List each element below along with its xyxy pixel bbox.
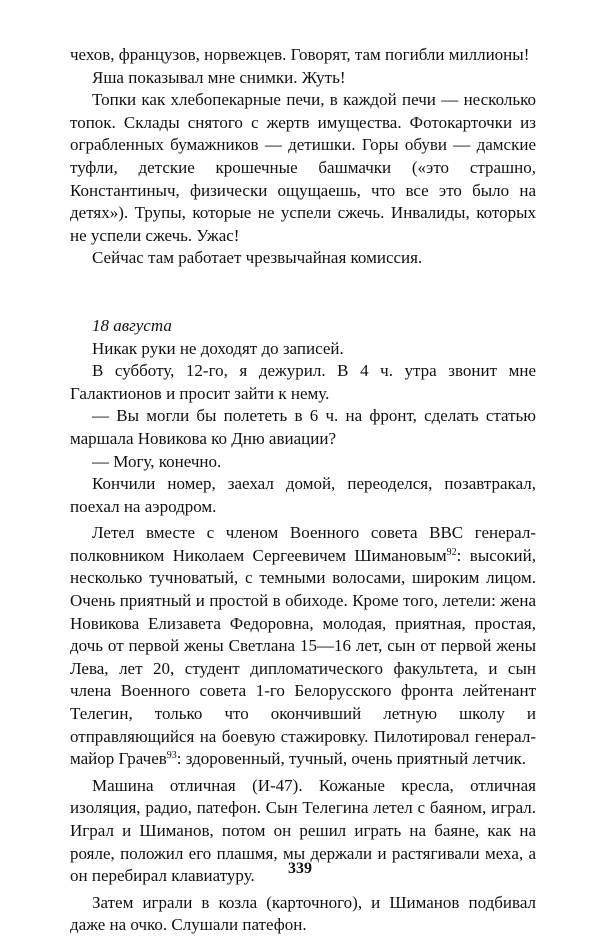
paragraph: Затем играли в козла (карточного), и Шиманов подбивал даже на очко. Слушали патефон.	[70, 892, 536, 935]
paragraph: Сейчас там работает чрезвычайная комиссия.	[92, 248, 423, 268]
text-run: : здоровенный, тучный, очень приятный летчик.	[176, 749, 527, 769]
date-heading: 18 августа	[92, 315, 172, 335]
paragraph: Машина отличная (И-47). Кожаные кресла, отличная изоляция, радио, патефон. Сын Телегина летел с баяном, играл. Играл и Шиманов, потом он решил играть на баяне, как на рояле, положил его плашмя, мы держали и растягивали меха, а он перебирал клавиатуру.	[70, 775, 536, 886]
paragraph-flight	[70, 522, 536, 771]
paragraph: В субботу, 12-го, я дежурил. В 4 ч. утра звонит мне Галактионов и просит зайти к нему.	[70, 361, 536, 403]
paragraph: чехов, французов, норвежцев. Говорят, там погибли миллионы!	[70, 45, 530, 64]
paragraph: Яша показывал мне снимки. Жуть!	[92, 67, 346, 87]
paragraph: Никак руки не доходят до записей.	[92, 338, 344, 358]
page-number: 339	[288, 860, 312, 877]
paragraph: Кончили номер, заехал домой, переоделся, позавтракал, поехал на аэродром.	[70, 474, 536, 516]
text-run: Летел вместе с членом Военного совета ВВС генерал-полковником Николаем Сергеевичем Шимановым	[70, 523, 536, 565]
page-text	[70, 44, 536, 937]
footnote-ref[interactable]: 93	[166, 750, 177, 762]
paragraph: — Могу, конечно.	[92, 451, 222, 471]
paragraph: Топки как хлебопекарные печи, в каждой печи — несколько топок. Склады снятого с жертв имущества. Фотокарточки из ограбленных бумажников — детишки. Горы обуви — дамские туфли, детские крошечные башмачки («это страшно, Константиныч, физически ощущаешь, что все это было на детях»). Трупы, которые не успели сжечь. Инвалиды, которых не успели сжечь. Ужас!	[70, 90, 536, 245]
paragraph: — Вы могли бы полететь в 6 ч. на фронт, сделать статью маршала Новикова ко Дню авиации?	[70, 406, 536, 448]
text-run: : высокий, несколько тучноватый, с темными волосами, широким лицом. Очень приятный и простой в обиходе. Кроме того, летели: жена Новикова Елизавета Федоровна, молодая, приятная, простая, дочь от первой жены Светлана 15—16 лет, сын от первой жены Лева, лет 20, студент дипломатического факультета, и сын члена Военного совета 1-го Белорусского фронта лейтенант Телегин, только что окончивший летную школу и отправляющийся на боевую стажировку. Пилотировал генерал-майор Грачев	[70, 545, 536, 769]
footnote-ref[interactable]: 92	[446, 546, 457, 558]
